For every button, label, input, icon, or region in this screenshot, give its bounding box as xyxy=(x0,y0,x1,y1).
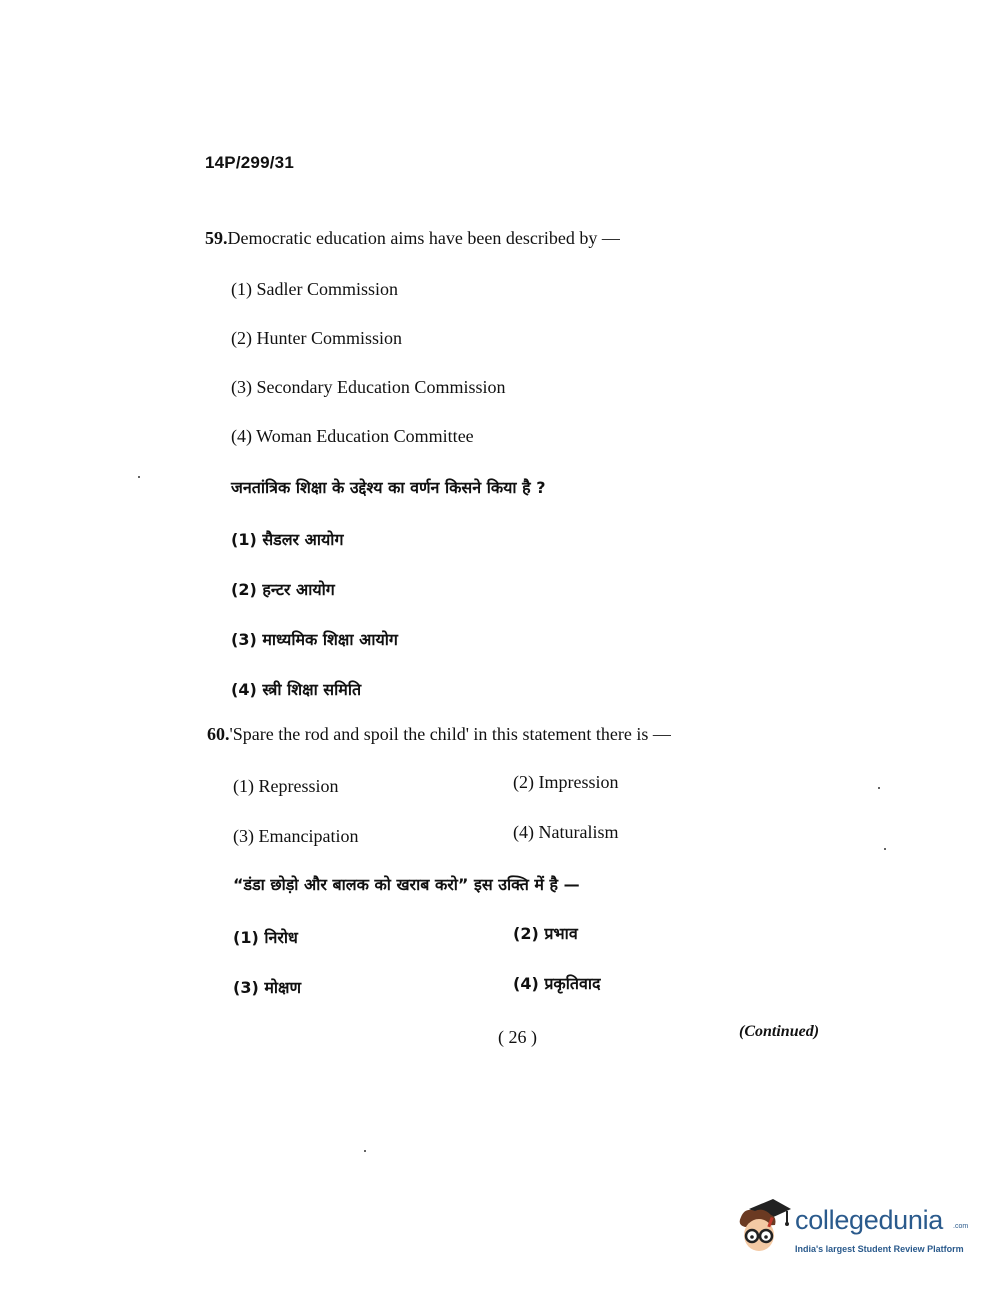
hindi-option-4: (4) स्त्री शिक्षा समिति xyxy=(231,680,362,699)
page-number: ( 26 ) xyxy=(498,1027,537,1047)
continued-note: (Continued) xyxy=(739,1023,820,1040)
question-number: 60. xyxy=(207,724,230,744)
option-3: (3) Secondary Education Commission xyxy=(231,377,506,397)
hindi-option-1: (1) निरोध xyxy=(233,928,298,947)
brand-tagline: India's largest Student Review Platform xyxy=(795,1244,964,1254)
hindi-question-text: “डंडा छोड़ो और बालक को खराब करो” इस उक्ति में है — xyxy=(233,875,580,894)
option-2: (2) Hunter Commission xyxy=(231,328,402,348)
option-3: (3) Emancipation xyxy=(233,826,359,846)
option-1: (1) Sadler Commission xyxy=(231,279,398,299)
question-number: 59. xyxy=(205,228,228,248)
brand-domain-suffix: .com xyxy=(953,1223,969,1230)
hindi-option-1: (1) सैडलर आयोग xyxy=(231,530,344,549)
option-1: (1) Repression xyxy=(233,776,339,796)
question-text: Democratic education aims have been described by — xyxy=(227,228,620,248)
scan-speck xyxy=(138,476,140,478)
option-4: (4) Naturalism xyxy=(513,822,619,842)
brand-name: collegedunia xyxy=(795,1205,944,1235)
student-mascot-icon xyxy=(735,1195,793,1261)
hindi-option-3: (3) मोक्षण xyxy=(233,978,302,997)
hindi-question-text: जनतांत्रिक शिक्षा के उद्देश्य का वर्णन किसने किया है ? xyxy=(231,478,546,497)
question-text: 'Spare the rod and spoil the child' in this statement there is — xyxy=(229,724,671,744)
hindi-option-2: (2) प्रभाव xyxy=(513,924,578,943)
scan-speck xyxy=(878,787,880,789)
paper-code: 14P/299/31 xyxy=(205,153,294,172)
hindi-option-4: (4) प्रकृतिवाद xyxy=(513,974,601,993)
collegedunia-watermark xyxy=(735,1195,969,1265)
hindi-option-2: (2) हन्टर आयोग xyxy=(231,580,335,599)
hindi-option-3: (3) माध्यमिक शिक्षा आयोग xyxy=(231,630,398,649)
option-4: (4) Woman Education Committee xyxy=(231,426,474,446)
scan-speck xyxy=(884,848,886,850)
option-2: (2) Impression xyxy=(513,772,619,792)
scan-speck xyxy=(364,1150,366,1152)
